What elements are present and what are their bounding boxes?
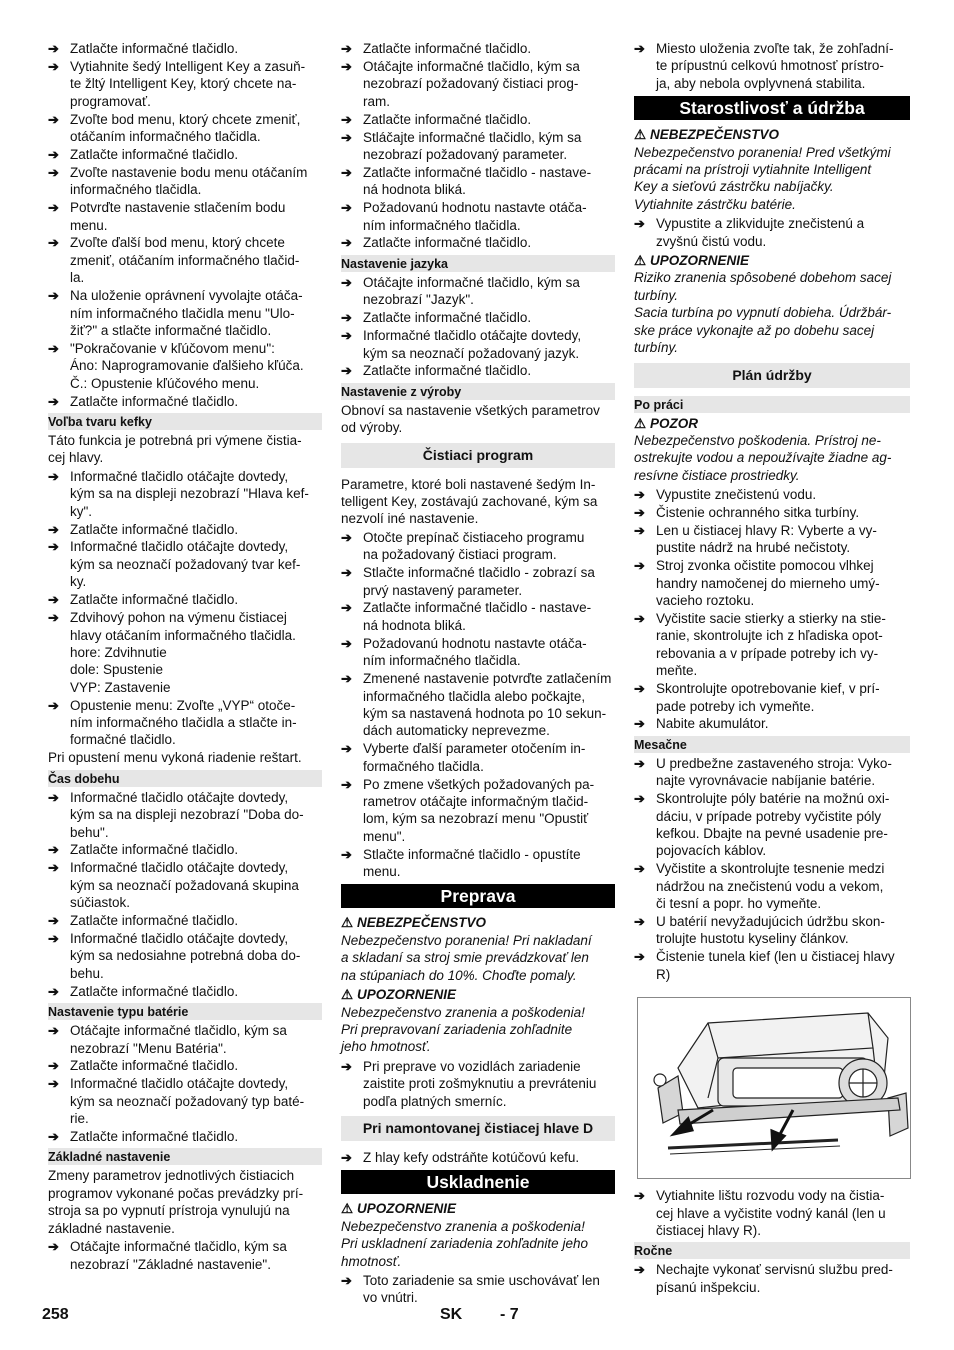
arrow-right-icon: ➔ <box>48 164 59 180</box>
warning-triangle-icon: ⚠ <box>341 1201 354 1217</box>
instruction-text: Zatlačte informačné tlačidlo. <box>70 842 239 858</box>
instruction-text: Stroj zvonka očistite pomocou vlhkej handry namočenej do mierneho umý- vacieho roztoku. <box>656 558 880 609</box>
arrow-right-icon: ➔ <box>48 1239 59 1255</box>
instruction-step <box>48 393 322 410</box>
instruction-step <box>48 609 322 696</box>
warning-title-text: UPOZORNENIE <box>357 1201 457 1217</box>
arrow-right-icon: ➔ <box>341 164 352 180</box>
instruction-text: Zvoľte nastavenie bodu menu otáčaním informačného tlačidla. <box>70 164 308 198</box>
section-heading-centered: Pri namontovanej čistiacej hlave D <box>341 1116 615 1141</box>
column-right-bottom <box>634 1187 910 1296</box>
instruction-step <box>341 199 615 234</box>
instruction-text: Otáčajte informačné tlačidlo, kým sa nezobrazí "Menu Batéria". <box>70 1023 287 1056</box>
arrow-right-icon: ➔ <box>48 200 59 216</box>
arrow-right-icon: ➔ <box>341 310 352 326</box>
section-heading: Nastavenie typu batérie <box>48 1003 322 1020</box>
instruction-step <box>48 468 322 520</box>
instruction-step <box>341 529 615 564</box>
arrow-right-icon: ➔ <box>341 363 352 379</box>
instruction-text: Vypustite znečistenú vodu. <box>656 487 817 503</box>
arrow-right-icon: ➔ <box>48 521 59 537</box>
instruction-text: Zatlačte informačné tlačidlo. <box>363 310 532 326</box>
instruction-step <box>634 860 910 912</box>
warning-title-text: POZOR <box>650 415 699 431</box>
instruction-step <box>634 504 910 521</box>
arrow-right-icon: ➔ <box>48 468 59 484</box>
section-heading-centered: Plán údržby <box>634 363 910 388</box>
instruction-text: Zatlačte informačné tlačidlo. <box>70 983 239 999</box>
arrow-right-icon: ➔ <box>634 755 645 771</box>
column-right-top <box>634 40 910 983</box>
instruction-text: Informačné tlačidlo otáčajte dovtedy, kým sa neoznačí požadovaná skupina súčiastok. <box>70 860 299 911</box>
arrow-right-icon: ➔ <box>48 393 59 409</box>
instruction-step <box>634 40 910 92</box>
instruction-step <box>48 930 322 982</box>
cleaning-head-illustration <box>637 997 911 1179</box>
instruction-text: Opustenie menu: Zvoľte „VYP“ otoče- ním informačného tlačidla a stlačte in- formačné tlačidlo. <box>70 697 297 748</box>
instruction-text: Otočte prepínač čistiaceho programu na požadovaný čistiaci program. <box>363 529 585 563</box>
instruction-step <box>341 1272 615 1307</box>
warning-title <box>341 986 615 1003</box>
instruction-text: Vyberte ďalší parameter otočením in- formačného tlačidla. <box>363 741 586 774</box>
arrow-right-icon: ➔ <box>341 565 352 581</box>
instruction-text: Zvoľte ďalší bod menu, ktorý chcete zmeniť, otáčaním informačného tlačid- la. <box>70 235 300 286</box>
arrow-right-icon: ➔ <box>48 592 59 608</box>
warning-triangle-icon: ⚠ <box>634 253 647 269</box>
instruction-step <box>634 1261 910 1296</box>
arrow-right-icon: ➔ <box>341 776 352 792</box>
instruction-text: Požadovanú hodnotu nastavte otáča- ním informačného tlačidla. <box>363 200 587 233</box>
cleaning-head-drawing <box>638 998 910 1178</box>
warning-triangle-icon: ⚠ <box>634 415 647 431</box>
instruction-text: "Pokračovanie v kľúčovom menu": Áno: Naprogramovanie ďalšieho kľúča. Č.: Opustenie kľúčového menu. <box>70 340 304 391</box>
arrow-right-icon: ➔ <box>634 913 645 929</box>
instruction-step <box>48 146 322 163</box>
instruction-step <box>634 948 910 983</box>
arrow-right-icon: ➔ <box>48 111 59 127</box>
chapter-heading: Starostlivosť a údržba <box>634 96 910 120</box>
instruction-step <box>341 776 615 846</box>
arrow-right-icon: ➔ <box>341 129 352 145</box>
arrow-right-icon: ➔ <box>341 671 352 687</box>
instruction-text: Čistenie ochranného sitka turbíny. <box>656 505 860 521</box>
instruction-text: Potvrďte nastavenie stlačením bodu menu. <box>70 200 286 233</box>
instruction-text: Zatlačte informačné tlačidlo. <box>363 41 532 56</box>
arrow-right-icon: ➔ <box>634 610 645 626</box>
arrow-right-icon: ➔ <box>634 522 645 538</box>
arrow-right-icon: ➔ <box>634 716 645 732</box>
instruction-text: Zdvihový pohon na výmenu čistiacej hlavy otáčaním informačného tlačidla. hore: Zdvihnutie dole: Spustenie VYP: Zastavenie <box>70 610 296 695</box>
instruction-text: Zatlačte informačné tlačidlo. <box>70 521 239 537</box>
arrow-right-icon: ➔ <box>48 235 59 251</box>
instruction-text: Na uloženie oprávnení vyvolajte otáča- ním informačného tlačidla menu "Ulo- žiť?" a stlačte informačné tlačidlo. <box>70 288 303 338</box>
arrow-right-icon: ➔ <box>341 274 352 290</box>
arrow-right-icon: ➔ <box>48 1076 59 1092</box>
instruction-step <box>634 557 910 609</box>
instruction-step <box>341 362 615 379</box>
warning-title <box>634 415 910 432</box>
instruction-text: Zatlačte informačné tlačidlo. <box>70 592 239 608</box>
instruction-text: Stláčajte informačné tlačidlo, kým sa nezobrazí požadovaný parameter. <box>363 129 582 162</box>
instruction-text: Zmenené nastavenie potvrďte zatlačením informačného tlačidla alebo počkajte, kým sa nastavená hodnota po 10 sekun- dách automaticky neprevezme. <box>363 671 612 739</box>
instruction-step <box>341 234 615 251</box>
instruction-text: Požadovanú hodnotu nastavte otáča- ním informačného tlačidla. <box>363 635 587 669</box>
warning-title-text: NEBEZPEČENSTVO <box>650 127 780 143</box>
warning-triangle-icon: ⚠ <box>341 915 354 931</box>
column-middle <box>341 40 615 1307</box>
instruction-step <box>341 1058 615 1110</box>
instruction-text: Vytiahnite lištu rozvodu vody na čistia- cej hlave a vyčistite vodný kanál (len u čistiacej hlavy R). <box>656 1188 886 1238</box>
arrow-right-icon: ➔ <box>341 41 352 56</box>
section-heading: Čas dobehu <box>48 770 322 787</box>
instruction-text: Zatlačte informačné tlačidlo. <box>70 1129 239 1145</box>
instruction-text: Skontrolujte opotrebovanie kief, v prí- pade potreby ich vymeňte. <box>656 681 880 714</box>
arrow-right-icon: ➔ <box>341 846 352 862</box>
paragraph: Pri opustení menu vykoná riadenie reštart. <box>48 750 302 766</box>
arrow-right-icon: ➔ <box>48 1129 59 1145</box>
instruction-step <box>634 790 910 860</box>
instruction-text: Zatlačte informačné tlačidlo. <box>70 146 239 162</box>
instruction-step <box>48 287 322 339</box>
instruction-step <box>634 755 910 790</box>
instruction-step <box>634 1187 910 1239</box>
arrow-right-icon: ➔ <box>48 983 59 999</box>
arrow-right-icon: ➔ <box>634 41 645 56</box>
instruction-step <box>48 199 322 234</box>
instruction-text: Informačné tlačidlo otáčajte dovtedy, kým sa nedosiahne potrebná doba do- behu. <box>70 931 301 981</box>
instruction-step <box>341 740 615 775</box>
instruction-step <box>634 215 910 250</box>
arrow-right-icon: ➔ <box>341 600 352 616</box>
warning-text: Nebezpečenstvo poškodenia. Prístroj ne- ostrekujte vodou a nepoužívajte žiadne ag- resívne čistiace prostriedky. <box>634 432 892 483</box>
paragraph: Obnoví sa nastavenie všetkých parametrov od výroby. <box>341 402 600 436</box>
instruction-text: Nabite akumulátor. <box>656 716 769 732</box>
arrow-right-icon: ➔ <box>634 791 645 807</box>
instruction-step <box>48 1075 322 1127</box>
arrow-right-icon: ➔ <box>341 58 352 74</box>
section-heading: Po práci <box>634 396 910 413</box>
instruction-step <box>48 538 322 590</box>
arrow-right-icon: ➔ <box>48 1058 59 1074</box>
arrow-right-icon: ➔ <box>48 913 59 929</box>
instruction-step <box>48 521 322 538</box>
instruction-step <box>48 983 322 1000</box>
instruction-step <box>48 859 322 911</box>
arrow-right-icon: ➔ <box>341 1272 352 1288</box>
instruction-text: Vytiahnite šedý Intelligent Key a zasuň- te žltý Intelligent Key, ktorý chcete na- programovať. <box>70 58 306 109</box>
warning-triangle-icon: ⚠ <box>634 127 647 143</box>
arrow-right-icon: ➔ <box>48 789 59 805</box>
warning-title-text: NEBEZPEČENSTVO <box>357 915 487 931</box>
warning-title <box>341 1200 615 1217</box>
instruction-step <box>341 670 615 740</box>
instruction-step <box>634 913 910 948</box>
instruction-text: Pri preprave vo vozidlách zariadenie zaistite proti zošmyknutiu a prevráteniu podľa platných smerníc. <box>363 1058 597 1109</box>
warning-text: Nebezpečenstvo zranenia a poškodenia! Pri uskladnení zariadenia zohľadnite jeho hmotnosť. <box>341 1218 588 1269</box>
arrow-right-icon: ➔ <box>634 681 645 697</box>
instruction-text: Zatlačte informačné tlačidlo - nastave- ná hodnota bliká. <box>363 164 592 198</box>
language-code: SK <box>440 1306 463 1323</box>
instruction-step <box>341 129 615 164</box>
instruction-step <box>341 564 615 599</box>
instruction-text: Nechajte vykonať servisnú službu pred- písanú inšpekciu. <box>656 1262 893 1295</box>
arrow-right-icon: ➔ <box>341 328 352 344</box>
arrow-right-icon: ➔ <box>48 610 59 626</box>
instruction-step <box>48 912 322 929</box>
instruction-text: Po zmene všetkých požadovaných pa- rametrov otáčajte informačným tlačid- lom, kým sa nezobrazí menu "Opustiť menu". <box>363 776 595 844</box>
warning-title-text: UPOZORNENIE <box>650 253 750 269</box>
arrow-right-icon: ➔ <box>48 697 59 713</box>
instruction-text: U batérií nevyžadujúcich údržbu skon- trolujte hustotu kyseliny článkov. <box>656 913 885 947</box>
instruction-text: Vyčistite a skontrolujte tesnenie medzi nádržou na znečistenú vodu a vekom, či tesní a popr. ho vymeňte. <box>656 861 885 912</box>
column-right <box>634 40 910 1297</box>
instruction-step <box>48 1057 322 1074</box>
instruction-text: Informačné tlačidlo otáčajte dovtedy, kým sa na displeji nezobrazí "Hlava kef- ky". <box>70 468 309 519</box>
instruction-text: Toto zariadenie sa smie uschovávať len vo vnútri. <box>363 1272 600 1306</box>
arrow-right-icon: ➔ <box>634 216 645 232</box>
instruction-step <box>48 164 322 199</box>
instruction-step <box>341 846 615 881</box>
arrow-right-icon: ➔ <box>48 842 59 858</box>
instruction-text: Otáčajte informačné tlačidlo, kým sa nezobrazí "Jazyk". <box>363 274 580 308</box>
arrow-right-icon: ➔ <box>634 558 645 574</box>
section-heading: Ročne <box>634 1242 910 1259</box>
paragraph: Zmeny parametrov jednotlivých čistiacich programov vykonané počas prevádzky prí- stroja sa po vypnutí prístroja vynulujú na základné nastavenie. <box>48 1168 304 1236</box>
arrow-right-icon: ➔ <box>48 146 59 162</box>
instruction-step <box>48 40 322 57</box>
instruction-text: Informačné tlačidlo otáčajte dovtedy, kým sa neoznačí požadovaný tvar kef- ky. <box>70 539 301 590</box>
instruction-step <box>48 1128 322 1145</box>
instruction-text: Čistenie tunela kief (len u čistiacej hlavy R) <box>656 949 895 982</box>
instruction-step <box>48 591 322 608</box>
warning-title <box>634 126 910 143</box>
instruction-step <box>48 58 322 110</box>
instruction-text: Zatlačte informačné tlačidlo. <box>363 111 532 127</box>
instruction-text: Zatlačte informačné tlačidlo. <box>70 913 239 929</box>
instruction-text: Vyčistite sacie stierky a stierky na stie- ranie, skontrolujte ich z hľadiska opot- rebovania a v prípade potreby ich vy- meňte. <box>656 610 886 679</box>
arrow-right-icon: ➔ <box>634 1188 645 1204</box>
arrow-right-icon: ➔ <box>48 539 59 555</box>
sub-page-number: - 7 <box>500 1306 519 1323</box>
paragraph: Táto funkcia je potrebná pri výmene čistia- cej hlavy. <box>48 433 302 466</box>
instruction-step <box>341 309 615 326</box>
instruction-text: Informačné tlačidlo otáčajte dovtedy, kým sa na displeji nezobrazí "Doba do- behu". <box>70 789 304 840</box>
paragraph: Parametre, ktoré boli nastavené šedým In- telligent Key, zostávajú zachované, kým sa nezvolí iné nastavenie. <box>341 476 598 527</box>
instruction-step <box>48 841 322 858</box>
instruction-text: Zatlačte informačné tlačidlo. <box>363 363 532 379</box>
arrow-right-icon: ➔ <box>48 931 59 946</box>
instruction-text: Zatlačte informačné tlačidlo. <box>70 1058 239 1074</box>
instruction-text: Vypustite a zlikvidujte znečistenú a zvyšnú čistú vodu. <box>656 216 865 249</box>
instruction-step <box>48 111 322 146</box>
arrow-right-icon: ➔ <box>341 529 352 545</box>
instruction-step <box>341 164 615 199</box>
instruction-step <box>634 715 910 732</box>
instruction-text: Zatlačte informačné tlačidlo. <box>70 393 239 409</box>
instruction-text: Zatlačte informačné tlačidlo. <box>363 235 532 251</box>
section-heading-centered: Čistiaci program <box>341 443 615 468</box>
instruction-step <box>341 58 615 110</box>
arrow-right-icon: ➔ <box>634 949 645 965</box>
instruction-text: Z hlay kefy odstráňte kotúčovú kefu. <box>363 1149 580 1165</box>
warning-triangle-icon: ⚠ <box>341 987 354 1003</box>
instruction-text: Zatlačte informačné tlačidlo. <box>70 41 239 56</box>
section-heading: Nastavenie jazyka <box>341 255 615 272</box>
instruction-text: Zatlačte informačné tlačidlo - nastave- ná hodnota bliká. <box>363 600 592 633</box>
instruction-step <box>48 234 322 286</box>
arrow-right-icon: ➔ <box>48 340 59 356</box>
section-heading: Mesačne <box>634 736 910 753</box>
warning-text: Riziko zranenia spôsobené dobehom sacej turbíny. Sacia turbína po vypnutí dobieha. Údržbár- ske práce vykonajte až po dobehu sacej turbíny. <box>634 270 892 356</box>
instruction-step <box>48 1238 322 1273</box>
section-heading: Voľba tvaru kefky <box>48 413 322 430</box>
instruction-step <box>48 697 322 749</box>
instruction-text: Informačné tlačidlo otáčajte dovtedy, kým sa neoznačí požadovaný jazyk. <box>363 328 582 361</box>
arrow-right-icon: ➔ <box>341 111 352 127</box>
arrow-right-icon: ➔ <box>341 235 352 251</box>
instruction-text: Stlačte informačné tlačidlo - zobrazí sa prvý nastavený parameter. <box>363 565 595 598</box>
instruction-step <box>48 1022 322 1057</box>
instruction-step <box>341 274 615 309</box>
section-heading: Nastavenie z výroby <box>341 383 615 400</box>
warning-title <box>634 252 910 269</box>
arrow-right-icon: ➔ <box>634 505 645 521</box>
column-left <box>48 40 322 1273</box>
instruction-text: Otáčajte informačné tlačidlo, kým sa nezobrazí "Základné nastavenie". <box>70 1239 287 1272</box>
instruction-step <box>341 111 615 128</box>
arrow-right-icon: ➔ <box>48 58 59 74</box>
arrow-right-icon: ➔ <box>341 635 352 651</box>
arrow-right-icon: ➔ <box>341 200 352 216</box>
instruction-step <box>48 789 322 841</box>
arrow-right-icon: ➔ <box>634 487 645 503</box>
instruction-step <box>48 340 322 392</box>
instruction-text: Len u čistiacej hlavy R: Vyberte a vy- pustite nádrž na hrubé nečistoty. <box>656 522 877 556</box>
arrow-right-icon: ➔ <box>341 1058 352 1074</box>
instruction-step <box>634 680 910 715</box>
warning-text: Nebezpečenstvo poranenia! Pred všetkými prácami na prístroji vytiahnite Intelligent Key a sieťovú zástrčku nabíjačky. Vytiahnite zástrčku batérie. <box>634 144 891 212</box>
instruction-step <box>341 40 615 57</box>
instruction-step <box>634 486 910 503</box>
instruction-text: Skontrolujte póly batérie na možnú oxi- dáciu, v prípade potreby vyčistite póly kefkou. Dbajte na pevné usadenie pre- pojovacích káblov. <box>656 791 890 859</box>
warning-title <box>341 914 615 931</box>
instruction-step <box>341 1149 615 1166</box>
instruction-step <box>634 610 910 680</box>
instruction-text: Stlačte informačné tlačidlo - opustíte menu. <box>363 846 581 880</box>
arrow-right-icon: ➔ <box>341 741 352 757</box>
arrow-right-icon: ➔ <box>48 860 59 876</box>
warning-title-text: UPOZORNENIE <box>357 987 457 1003</box>
arrow-right-icon: ➔ <box>634 861 645 877</box>
instruction-step <box>341 599 615 634</box>
instruction-text: U predbežne zastaveného stroja: Vyko- najte vyrovnávacie nabíjanie batérie. <box>656 755 892 789</box>
chapter-heading: Preprava <box>341 884 615 908</box>
instruction-step <box>341 635 615 670</box>
page-number: 258 <box>42 1306 69 1323</box>
arrow-right-icon: ➔ <box>48 288 59 304</box>
arrow-right-icon: ➔ <box>48 41 59 56</box>
warning-text: Nebezpečenstvo poranenia! Pri nakladaní a skladaní sa stroj smie prevádzkovať len na stúpaniach do 10%. Choďte pomaly. <box>341 932 592 983</box>
instruction-text: Miesto uloženia zvoľte tak, že zohľadní- te prípustnú celkovú hmotnosť prístro- ja, aby nebola ovplyvnená stabilita. <box>656 41 894 91</box>
instruction-text: Zvoľte bod menu, ktorý chcete zmeniť, otáčaním informačného tlačidla. <box>70 111 301 145</box>
chapter-heading: Uskladnenie <box>341 1170 615 1194</box>
instruction-step <box>341 327 615 362</box>
instruction-text: Otáčajte informačné tlačidlo, kým sa nezobrazí požadovaný čistiaci prog- ram. <box>363 58 580 109</box>
instruction-step <box>634 522 910 557</box>
arrow-right-icon: ➔ <box>341 1149 352 1165</box>
arrow-right-icon: ➔ <box>634 1262 645 1278</box>
section-heading: Základné nastavenie <box>48 1148 322 1165</box>
warning-text: Nebezpečenstvo zranenia a poškodenia! Pri prepravovaní zariadenia zohľadnite jeho hmotnosť. <box>341 1004 585 1055</box>
arrow-right-icon: ➔ <box>48 1023 59 1039</box>
instruction-text: Informačné tlačidlo otáčajte dovtedy, kým sa neoznačí požadovaný typ baté- rie. <box>70 1076 305 1127</box>
